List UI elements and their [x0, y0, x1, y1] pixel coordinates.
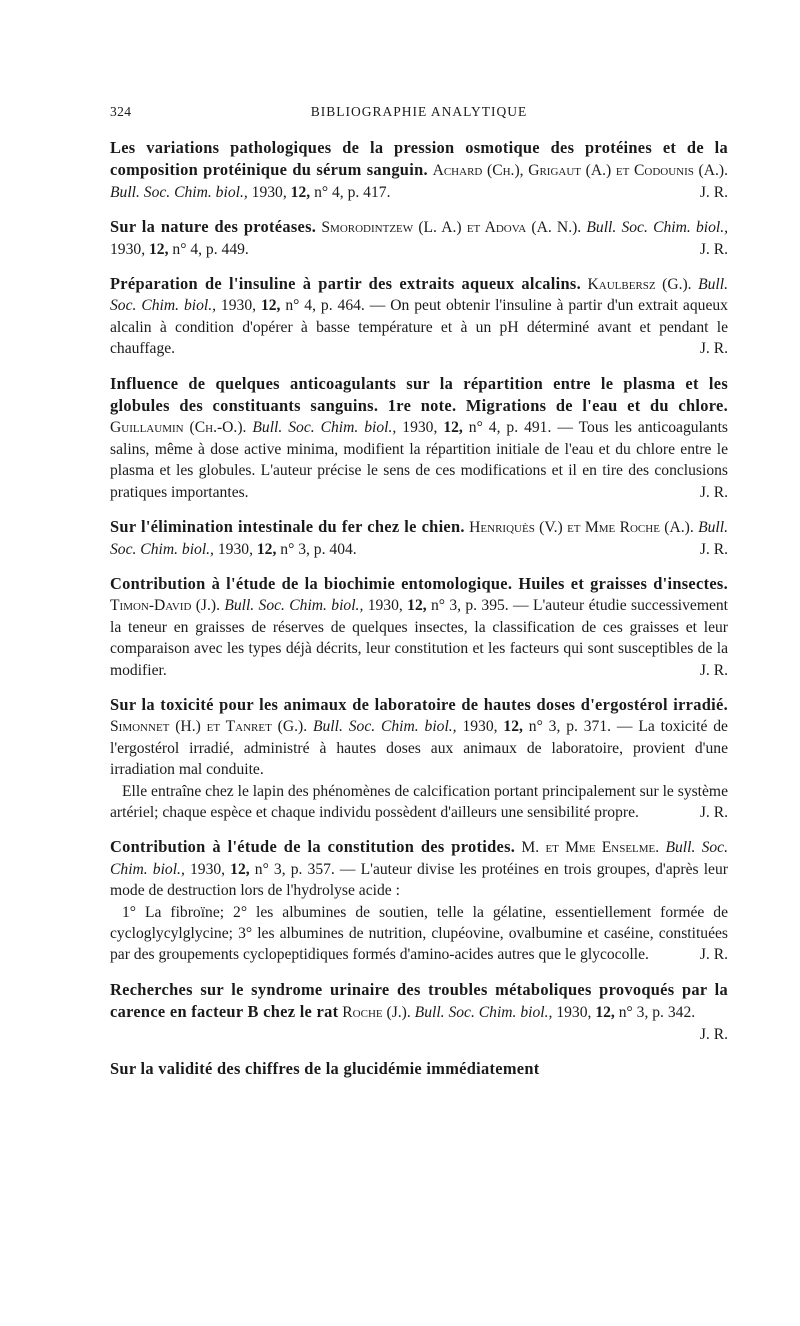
entry-journal: Bull. Soc. Chim. biol.,: [110, 183, 248, 201]
entry-paragraph: [110, 836, 728, 901]
entry-volume: 12,: [149, 240, 169, 258]
bibliography-entry: [110, 836, 728, 965]
entry-paragraph: [110, 137, 728, 203]
entry-year: 1930,: [110, 240, 146, 258]
bibliography-entry: [110, 273, 728, 360]
entry-initials: J. R.: [699, 540, 728, 558]
entry-authors: Guillaumin (Ch.-O.).: [110, 419, 247, 437]
entry-year: 1930,: [251, 183, 287, 201]
entry-title: Sur la validité des chiffres de la glucidémie immédiatement: [110, 1059, 540, 1079]
page-header: [110, 98, 728, 124]
entry-year: 1930,: [189, 860, 226, 878]
entry-year: 1930,: [462, 718, 498, 736]
bibliography-entry: [110, 694, 728, 823]
bibliography-entry: [110, 216, 728, 260]
entry-paragraph: [110, 373, 728, 503]
entry-initials: J. R.: [699, 803, 728, 821]
entry-journal: Bull. Soc. Chim. biol.,: [586, 219, 728, 237]
entry-title: Influence de quelques anticoagulants sur la répartition entre le plasma et les globules des constituants sanguins. 1re note. Migrations de l'eau et du chlore.: [110, 373, 728, 416]
entry-title: Contribution à l'étude de la biochimie entomologique. Huiles et graisses d'insectes.: [110, 573, 728, 593]
running-head: BIBLIOGRAPHIE ANALYTIQUE: [310, 104, 528, 119]
entry-abstract: — Tous les anticoagulants salins, même à dose active minima, modifient la répartition initiale de l'eau et du chlore entre le plasma et les globules. L'auteur précise le sens de ces modifications et il en tire des conclusions pratiques importantes.: [110, 419, 729, 501]
entry-year: 1930,: [217, 540, 253, 558]
entry-authors: Henriquès (V.) et Mme Roche (A.).: [469, 519, 694, 537]
entry-journal: Bull. Soc. Chim. biol.,: [312, 718, 457, 736]
entry-title: Sur la toxicité pour les animaux de laboratoire de hautes doses d'ergostérol irradié.: [110, 694, 728, 714]
entry-issue-pages: n° 3, p. 371.: [528, 718, 612, 736]
entry-title: Les variations pathologiques de la pression osmotique des protéines et de la composition protéinique du sérum sanguin.: [110, 138, 728, 180]
entry-initials: J. R.: [699, 183, 728, 201]
entry-journal: Bull. Soc. Chim. biol.,: [414, 1004, 553, 1022]
entry-volume: 12,: [256, 540, 277, 558]
entry-authors: Simonnet (H.) et Tanret (G.).: [110, 718, 308, 736]
entry-paragraph: [110, 694, 728, 781]
entry-abstract-2: 1° La fibroïne; 2° les albumines de soutien, telle la gélatine, essentiellement formée de cycloglycylglycine; 3° les albumines de nutrition, clupéovine, ovalbumine et caséine, constituées par des groupements cyclopeptidiques formés d'amino-acides autres que le glycocolle.: [110, 903, 728, 964]
entry-paragraph: [110, 573, 728, 681]
entry-authors: Roche (J.).: [342, 1004, 411, 1022]
entry-year: 1930,: [220, 297, 257, 315]
entry-abstract-continued: [110, 781, 728, 824]
page-number: 324: [110, 104, 132, 119]
entry-journal: Bull. Soc. Chim. biol.,: [224, 597, 364, 615]
entry-abstract: — L'auteur étudie successivement la teneur en graisses de réserves de quelques insectes, la classification de ces graisses et leur comparaison avec les types déjà décrits, leur constitution et les facteurs qui sont susceptibles de la modifier.: [110, 597, 729, 679]
entry-abstract-continued: [110, 902, 728, 966]
entry-title: Préparation de l'insuline à partir des extraits aqueux alcalins.: [110, 274, 581, 294]
bibliography-entry: [110, 373, 728, 503]
entry-authors: Timon-David (J.).: [110, 597, 220, 615]
entry-paragraph: [110, 1058, 728, 1080]
entry-volume: 12,: [290, 183, 311, 201]
entry-title: Sur l'élimination intestinale du fer chez le chien.: [110, 517, 465, 537]
entry-journal: Bull. Soc. Chim. biol.,: [110, 839, 729, 878]
entry-issue-pages: n° 3, p. 404.: [280, 540, 357, 558]
bibliography-entry: [110, 979, 728, 1045]
entry-year: 1930,: [402, 419, 438, 437]
entry-issue-pages: n° 4, p. 464.: [285, 297, 365, 315]
entry-volume: 12,: [260, 297, 281, 315]
entry-issue-pages: n° 4, p. 449.: [172, 240, 249, 258]
entry-issue-pages: n° 3, p. 342.: [618, 1004, 696, 1022]
entry-issue-pages: n° 3, p. 395.: [430, 597, 509, 615]
entry-abstract: — L'auteur divise les protéines en trois groupes, d'après leur mode de destruction lors de l'hydrolyse acide :: [110, 860, 728, 900]
entry-authors: Smorodintzew (L. A.) et Adova (A. N.).: [321, 219, 582, 237]
entry-abstract: — La toxicité de l'ergostérol irradié, administré à hautes doses aux animaux de laboratoire, provient d'une irradiation mal conduite.: [110, 718, 728, 779]
entry-volume: 12,: [503, 718, 523, 736]
entry-abstract: — On peut obtenir l'insuline à partir d'un extrait aqueux alcalin à condition d'opérer à basse température et à un pH déterminé avant et pendant le chauffage.: [110, 297, 728, 358]
entry-volume: 12,: [407, 597, 427, 615]
entry-journal: Bull. Soc. Chim. biol.,: [110, 276, 728, 315]
entry-issue-pages: n° 4, p. 417.: [314, 183, 391, 201]
entry-year: 1930,: [367, 597, 403, 615]
entry-journal: Bull. Soc. Chim. biol.,: [110, 519, 728, 558]
entry-issue-pages: n° 4, p. 491.: [468, 419, 552, 437]
page: [110, 98, 728, 1080]
entry-authors: Kaulbersz (G.).: [587, 276, 692, 294]
entry-initials: J. R.: [699, 1025, 728, 1043]
entry-paragraph: [110, 273, 728, 360]
entry-authors: M. et Mme Enselme.: [521, 839, 660, 857]
entry-initials: J. R.: [699, 946, 728, 964]
entry-title: Recherches sur le syndrome urinaire des troubles métaboliques provoqués par la carence en facteur B chez le rat: [110, 979, 728, 1022]
entry-authors: Achard (Ch.), Grigaut (A.) et Codounis (A.).: [432, 162, 728, 180]
bibliography-entry: [110, 137, 728, 203]
entry-journal: Bull. Soc. Chim. biol.,: [252, 419, 397, 437]
entry-paragraph: [110, 216, 728, 260]
bibliography-entry: [110, 573, 728, 681]
bibliography-entry: [110, 1058, 728, 1080]
entry-title: Sur la nature des protéases.: [110, 217, 317, 237]
entry-initials: J. R.: [699, 240, 728, 258]
entry-initials: J. R.: [699, 340, 728, 358]
entry-initials: J. R.: [699, 483, 728, 501]
entry-volume: 12,: [443, 419, 463, 437]
entry-volume: 12,: [595, 1004, 615, 1022]
bibliography-list: [110, 137, 728, 1080]
entry-initials: J. R.: [699, 661, 728, 679]
entry-issue-pages: n° 3, p. 357.: [254, 860, 335, 878]
entry-abstract-2: Elle entraîne chez le lapin des phénomènes de calcification portant principalement sur le système artériel; chaque espèce et chaque individu possèdent d'ailleurs une sensibilité propre.: [110, 782, 728, 821]
entry-paragraph: [110, 516, 728, 560]
entry-paragraph: [110, 979, 728, 1043]
entry-volume: 12,: [230, 860, 250, 878]
entry-title: Contribution à l'étude de la constitution des protides.: [110, 837, 516, 857]
entry-year: 1930,: [556, 1004, 592, 1022]
bibliography-entry: [110, 516, 728, 560]
